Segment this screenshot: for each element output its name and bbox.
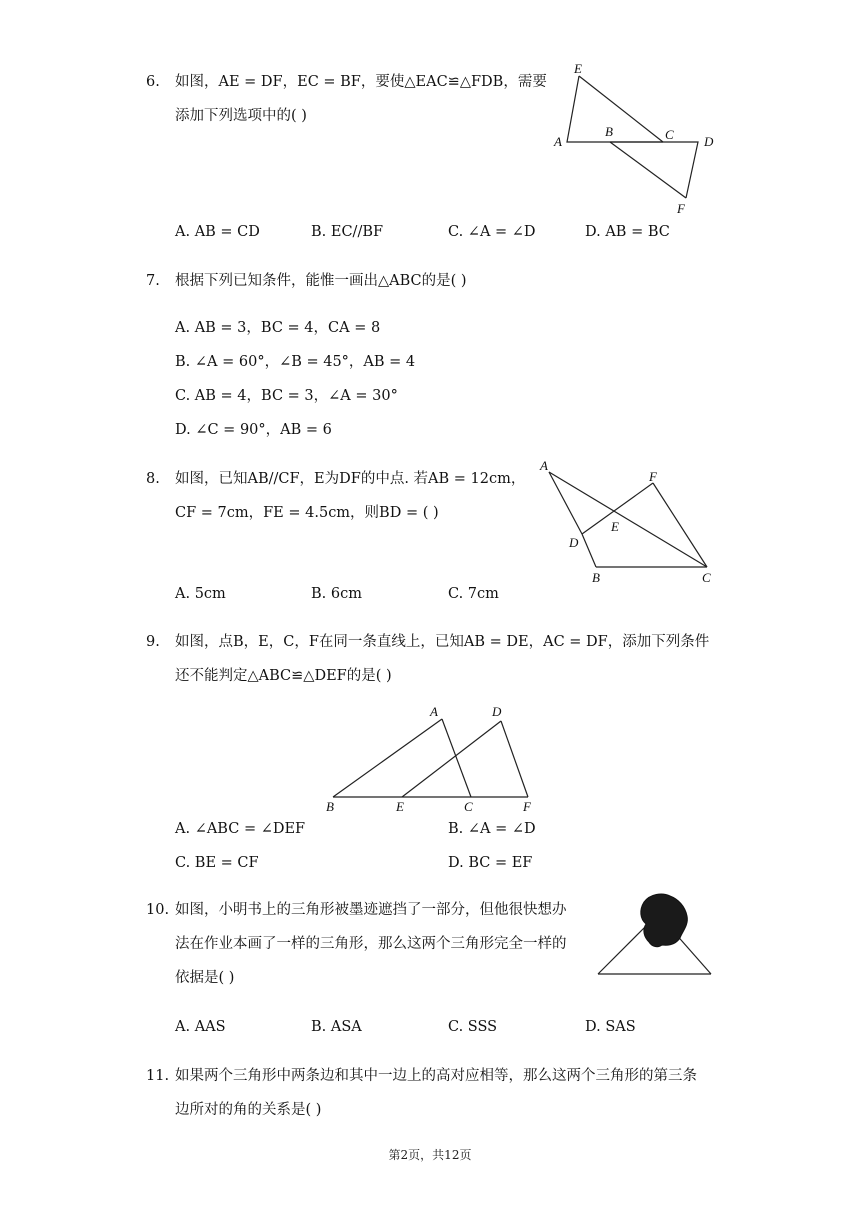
- q10-option-a[interactable]: A. AAS: [175, 1019, 226, 1035]
- q7-option-a[interactable]: A. AB = 3，BC = 4，CA = 8: [175, 320, 381, 336]
- q8-option-c[interactable]: C. 7cm: [448, 586, 499, 602]
- q8-stem-line1: 如图，已知AB//CF，E为DF的中点. 若AB = 12cm，: [175, 471, 526, 487]
- q6-label-d: D: [704, 134, 714, 149]
- q7-stem: 根据下列已知条件，能惟一画出△ABC的是( ): [175, 273, 467, 289]
- q8-label-a: A: [540, 458, 548, 473]
- q10-option-d[interactable]: D. SAS: [585, 1019, 636, 1035]
- q8-label-d: D: [569, 535, 579, 550]
- q6-figure: [550, 60, 725, 220]
- q9-label-a: A: [430, 704, 438, 719]
- q8-figure: [535, 455, 725, 590]
- q9-label-e: E: [396, 799, 404, 814]
- q8-option-a[interactable]: A. 5cm: [175, 586, 226, 602]
- q9-stem-line2: 还不能判定△ABC≌△DEF的是( ): [175, 668, 392, 684]
- page-footer: 第2页，共12页: [388, 1148, 472, 1162]
- q6-option-d[interactable]: D. AB = BC: [585, 224, 670, 240]
- q11-number: 11.: [146, 1068, 170, 1084]
- q10-option-c[interactable]: C. SSS: [448, 1019, 498, 1035]
- q9-stem-line1: 如图，点B，E，C，F在同一条直线上，已知AB = DE，AC = DF，添加下列条件: [175, 634, 710, 650]
- q7-option-c[interactable]: C. AB = 4，BC = 3，∠A = 30°: [175, 388, 398, 404]
- q10-stem-line3: 依据是( ): [175, 970, 235, 986]
- q9-number: 9.: [146, 634, 160, 650]
- q11-stem-line2: 边所对的角的关系是( ): [175, 1102, 322, 1118]
- q9-option-b[interactable]: B. ∠A = ∠D: [448, 821, 536, 837]
- q8-label-e: E: [611, 519, 619, 534]
- q10-option-b[interactable]: B. ASA: [311, 1019, 362, 1035]
- q6-label-c: C: [665, 127, 674, 142]
- q7-number: 7.: [146, 273, 160, 289]
- q9-figure: [318, 700, 548, 815]
- q8-stem-line2: CF = 7cm，FE = 4.5cm，则BD = ( ): [175, 505, 439, 521]
- q9-label-c: C: [464, 799, 473, 814]
- q7-option-b[interactable]: B. ∠A = 60°，∠B = 45°，AB = 4: [175, 354, 416, 370]
- q9-option-a[interactable]: A. ∠ABC = ∠DEF: [175, 821, 306, 837]
- q9-label-d: D: [492, 704, 502, 719]
- q10-stem-line1: 如图，小明书上的三角形被墨迹遮挡了一部分，但他很快想办: [175, 902, 567, 918]
- q8-option-b[interactable]: B. 6cm: [311, 586, 362, 602]
- q6-option-a[interactable]: A. AB = CD: [175, 224, 260, 240]
- q8-label-c: C: [702, 570, 711, 585]
- q6-stem-line1: 如图，AE = DF，EC = BF，要使△EAC≌△FDB，需要: [175, 74, 547, 90]
- q6-stem-line2: 添加下列选项中的( ): [175, 108, 307, 124]
- q6-label-b: B: [605, 124, 613, 139]
- q6-label-e: E: [574, 61, 582, 76]
- q9-option-c[interactable]: C. BE = CF: [175, 855, 259, 871]
- q6-option-c[interactable]: C. ∠A = ∠D: [448, 224, 536, 240]
- q6-number: 6.: [146, 74, 160, 90]
- q6-label-f: F: [677, 201, 685, 216]
- q10-stem-line2: 法在作业本画了一样的三角形，那么这两个三角形完全一样的: [175, 936, 567, 952]
- q11-stem-line1: 如果两个三角形中两条边和其中一边上的高对应相等，那么这两个三角形的第三条: [175, 1068, 697, 1084]
- q9-label-b: B: [326, 799, 334, 814]
- q9-label-f: F: [523, 799, 531, 814]
- q8-label-b: B: [592, 570, 600, 585]
- q8-number: 8.: [146, 471, 160, 487]
- q10-figure: [592, 888, 720, 980]
- q9-option-d[interactable]: D. BC = EF: [448, 855, 533, 871]
- q10-number: 10.: [146, 902, 170, 918]
- q6-label-a: A: [554, 134, 562, 149]
- q7-option-d[interactable]: D. ∠C = 90°，AB = 6: [175, 422, 332, 438]
- q8-label-f: F: [649, 469, 657, 484]
- q6-option-b[interactable]: B. EC//BF: [311, 224, 384, 240]
